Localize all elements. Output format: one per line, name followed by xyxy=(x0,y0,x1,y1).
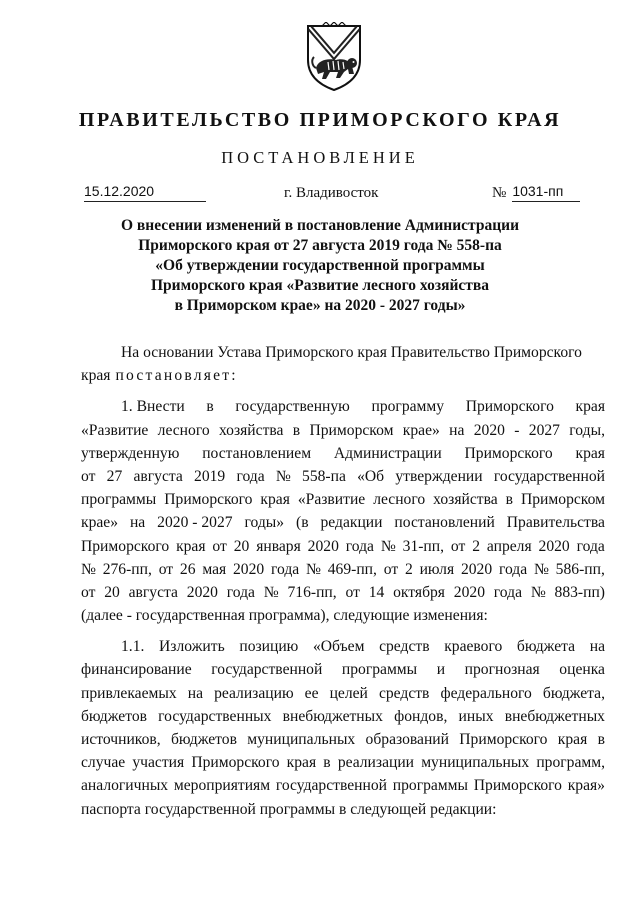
paragraph-line xyxy=(81,465,605,488)
word: источников, xyxy=(81,731,161,748)
word: на xyxy=(589,638,605,656)
word: 26 xyxy=(179,560,196,578)
word: Приморском xyxy=(309,421,394,439)
government-title: ПРАВИТЕЛЬСТВО ПРИМОРСКОГО КРАЯ xyxy=(78,109,562,131)
word: программы xyxy=(392,777,469,795)
word: - xyxy=(514,421,520,439)
word: 20 xyxy=(104,583,120,601)
keyword-postanovlyaet: постановляет: xyxy=(115,367,238,385)
word: от xyxy=(81,583,96,601)
word: (в xyxy=(296,514,309,532)
paragraph-line xyxy=(81,682,605,705)
paragraph-line xyxy=(81,658,605,681)
word: 716-пп, xyxy=(287,583,337,601)
word: № xyxy=(530,583,546,601)
word: 2020 xyxy=(473,421,505,439)
word: 2020 xyxy=(307,537,339,555)
word: № xyxy=(81,560,96,578)
word: № xyxy=(306,560,321,578)
heading-line: Приморского края от 27 августа 2019 года № 558-па xyxy=(138,237,502,254)
word: года xyxy=(493,583,523,601)
text-fragment: края xyxy=(81,367,111,385)
word: 1. Внести xyxy=(121,398,185,416)
paragraph-line xyxy=(81,751,605,774)
word: года xyxy=(345,537,374,555)
word: июля xyxy=(419,560,455,578)
word: бюджета xyxy=(516,638,576,656)
word: от xyxy=(345,583,360,601)
word: Приморского xyxy=(464,444,553,462)
word: бюджетов xyxy=(170,731,237,748)
word: 2020 xyxy=(460,560,493,578)
word: «Об xyxy=(357,467,385,485)
word: государственной xyxy=(275,777,387,795)
word: 27 xyxy=(106,467,123,485)
paragraph-line: На основании Устава Приморского края Правительство Приморского xyxy=(121,344,582,361)
word: 2 xyxy=(404,560,413,578)
word: края» xyxy=(567,777,605,795)
word: реализацию xyxy=(214,684,294,702)
word: в xyxy=(597,731,605,748)
heading-line: в Приморском крае» на 2020 - 2027 годы» xyxy=(174,297,466,314)
word: муниципальных xyxy=(247,731,356,748)
word: 31-пп, xyxy=(402,537,445,555)
paragraph-3 xyxy=(81,635,605,797)
word: утверждении xyxy=(395,467,483,485)
word: программы xyxy=(81,491,157,509)
paragraph-line xyxy=(81,511,605,534)
word: лесного xyxy=(373,491,426,509)
word: фондов, xyxy=(394,707,448,725)
word: образований xyxy=(365,731,449,748)
word: 276-пп, xyxy=(102,560,152,578)
paragraph-line: (далее - государственная программа), следующие изменения: xyxy=(81,607,488,625)
word: Приморском xyxy=(521,491,605,509)
word: августа xyxy=(128,583,178,601)
word: Правительства xyxy=(506,514,605,532)
word: и xyxy=(436,661,446,679)
word: средств xyxy=(379,638,430,656)
word: постановлений xyxy=(394,514,495,532)
word: края xyxy=(575,444,605,462)
paragraph-line: паспорта государственной программы в следующей редакции: xyxy=(81,800,497,818)
word: Приморского xyxy=(81,537,170,555)
word: годы» xyxy=(244,514,285,532)
word: реализации xyxy=(337,754,415,772)
word: № xyxy=(533,560,549,578)
document-date: 15.12.2020 xyxy=(84,183,206,202)
word: Приморского xyxy=(164,491,253,509)
word: бюджета, xyxy=(542,684,605,702)
word: программ, xyxy=(536,754,605,772)
paragraph-line xyxy=(81,442,605,465)
word: государственной xyxy=(211,661,323,679)
word: года xyxy=(498,560,528,578)
coat-of-arms-icon xyxy=(302,22,366,92)
word: участия xyxy=(132,754,185,772)
paragraph-line xyxy=(81,488,605,511)
paragraph-line xyxy=(81,635,605,658)
paragraph-line xyxy=(81,535,605,558)
word: государственную xyxy=(235,398,350,416)
word: № xyxy=(380,537,396,555)
word: 14 xyxy=(368,583,385,601)
word: «Объем xyxy=(312,638,365,656)
resolution-heading xyxy=(80,216,560,316)
word: от xyxy=(383,560,399,578)
word: случае xyxy=(81,754,126,772)
word: прогнозная xyxy=(464,661,540,679)
document-body xyxy=(81,341,605,821)
word: № xyxy=(275,467,291,485)
word: № xyxy=(263,583,279,601)
word: в xyxy=(323,754,331,772)
word: года xyxy=(236,467,265,485)
word: утвержденную xyxy=(81,444,180,462)
word: 883-пп) xyxy=(554,583,605,601)
word: года xyxy=(271,560,300,578)
paragraph-line xyxy=(81,774,605,797)
word: от xyxy=(81,467,96,485)
word: лесного xyxy=(157,421,210,439)
word: редакции xyxy=(320,514,383,532)
word: Администрации xyxy=(333,444,442,462)
word: Приморского xyxy=(459,731,548,748)
word: на xyxy=(129,514,146,532)
word: крае» xyxy=(81,514,119,532)
document-city: г. Владивосток xyxy=(284,185,379,201)
word: государственной xyxy=(493,467,605,485)
word: ее xyxy=(304,684,319,702)
paragraph-line xyxy=(81,728,605,751)
word: муниципальных xyxy=(421,754,530,772)
word: мероприятиям xyxy=(173,777,271,795)
word: 586-пп, xyxy=(555,560,605,578)
number-value: 1031-пп xyxy=(512,183,580,202)
word: оценка xyxy=(559,661,605,679)
word: мая xyxy=(202,560,227,578)
number-sign: № xyxy=(492,185,507,201)
paragraph-line xyxy=(81,705,605,728)
heading-line: Приморского края «Развитие лесного хозяйства xyxy=(151,277,489,294)
word: аналогичных xyxy=(81,777,169,795)
word: «Развитие xyxy=(297,491,366,509)
word: хозяйства xyxy=(218,421,284,439)
word: 469-пп, xyxy=(327,560,377,578)
word: привлекаемых xyxy=(81,684,177,702)
word: октября xyxy=(393,583,445,601)
word: края xyxy=(557,731,588,748)
document-number xyxy=(492,183,580,202)
word: внебюджетных xyxy=(282,707,383,725)
paragraph-2 xyxy=(81,395,605,604)
word: края xyxy=(286,754,317,772)
word: 2020 xyxy=(186,583,218,601)
word: Приморского xyxy=(465,398,554,416)
word: 2020 xyxy=(233,560,265,578)
paragraph-line xyxy=(81,364,605,387)
word: программу xyxy=(371,398,445,416)
word: федерального xyxy=(440,684,532,702)
document-type: ПОСТАНОВЛЕНИЕ xyxy=(221,148,419,167)
word: в xyxy=(206,398,214,416)
word: августа xyxy=(133,467,183,485)
word: края xyxy=(260,491,290,509)
word: целей xyxy=(329,684,368,702)
word: года xyxy=(576,537,605,555)
word: в xyxy=(292,421,301,439)
word: хозяйства xyxy=(433,491,498,509)
word: Приморского xyxy=(191,754,280,772)
word: иных xyxy=(458,707,494,725)
word: государственных xyxy=(158,707,272,725)
word: Изложить xyxy=(159,638,225,656)
word: средств xyxy=(378,684,430,702)
word: финансирование xyxy=(81,661,192,679)
word: апреля xyxy=(486,537,532,555)
word: года xyxy=(226,583,255,601)
word: края xyxy=(575,398,605,416)
word: от xyxy=(212,537,227,555)
word: годы, xyxy=(569,421,605,439)
word: 2020 xyxy=(453,583,485,601)
word: 2027 xyxy=(528,421,560,439)
word: крае» xyxy=(402,421,440,439)
word: программы xyxy=(341,661,418,679)
word: от xyxy=(158,560,174,578)
paragraph-line xyxy=(81,558,605,581)
heading-line: «Об утверждении государственной программы xyxy=(155,257,485,274)
word: бюджетов xyxy=(81,707,147,725)
word: постановлением xyxy=(202,444,312,462)
heading-line: О внесении изменений в постановление Администрации xyxy=(120,217,519,234)
word: Приморского xyxy=(473,777,562,795)
paragraph-line xyxy=(81,419,605,442)
word: 2019 xyxy=(194,467,226,485)
word: внебюджетных xyxy=(504,707,605,725)
paragraph-line xyxy=(81,581,605,604)
paragraph-line xyxy=(81,395,605,418)
word: 1.1. xyxy=(121,638,145,656)
word: в xyxy=(505,491,514,509)
word: края xyxy=(176,537,206,555)
word: на xyxy=(187,684,204,702)
word: 2 xyxy=(472,537,481,555)
word: 2020 xyxy=(538,537,570,555)
word: «Развитие xyxy=(81,421,149,439)
word: на xyxy=(449,421,465,439)
word: краевого xyxy=(444,638,503,656)
word: 2020 - 2027 xyxy=(157,514,233,532)
word: 558-па xyxy=(302,467,346,485)
word: от xyxy=(450,537,466,555)
word: позицию xyxy=(239,638,299,656)
word: января xyxy=(256,537,301,555)
word: 20 xyxy=(233,537,250,555)
